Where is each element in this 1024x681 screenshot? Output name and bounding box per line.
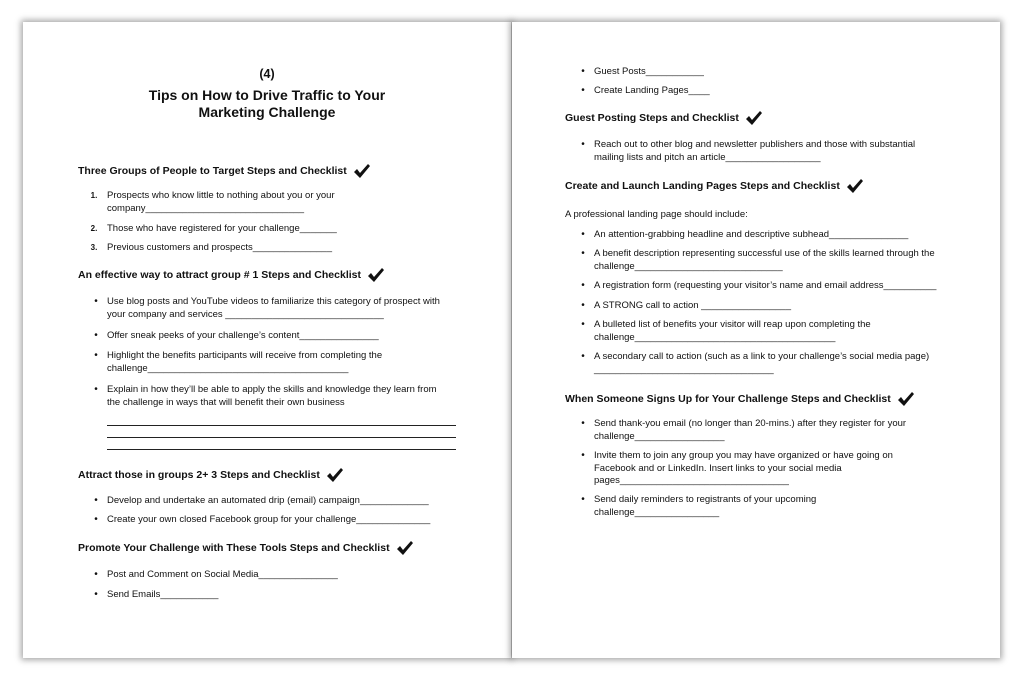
section-heading-text: Three Groups of People to Target Steps and Checklist xyxy=(78,165,347,177)
item-text: Send Emails___________ xyxy=(107,589,219,600)
item-text: A registration form (requesting your visitor’s name and email address__________ xyxy=(594,280,937,291)
list-item xyxy=(107,384,487,409)
list-item xyxy=(90,242,467,255)
item-text: challenge______________________________________ xyxy=(594,331,836,343)
item-text: An attention-grabbing headline and descriptive subhead_______________ xyxy=(594,229,909,240)
list-item xyxy=(594,139,984,164)
item-text: Create your own closed Facebook group for your challenge______________ xyxy=(107,514,431,525)
document-page-right xyxy=(512,22,1000,658)
list-item xyxy=(594,418,984,443)
item-text: A bulleted list of benefits your visitor will reap upon completing the xyxy=(594,319,871,330)
item-text: Facebook and or LinkedIn. Insert links to your social media xyxy=(594,462,842,474)
item-text: Previous customers and prospects_______________ xyxy=(107,242,332,253)
item-number: 1. xyxy=(90,191,98,200)
bullet xyxy=(577,229,589,242)
item-text: Those who have registered for your challenge_______ xyxy=(107,223,337,234)
list-item xyxy=(107,569,487,582)
item-text: Create Landing Pages____ xyxy=(594,85,710,96)
item-text: A secondary call to action (such as a link to your challenge’s social media page) xyxy=(594,351,930,362)
bullet xyxy=(90,296,102,309)
list-item xyxy=(594,319,984,344)
list-item xyxy=(594,85,984,98)
check-mark-icon xyxy=(367,267,385,283)
section-heading-text: Guest Posting Steps and Checklist xyxy=(565,112,739,124)
list-item xyxy=(90,190,467,215)
list-item xyxy=(594,66,984,79)
document-page-left xyxy=(23,22,511,658)
item-text: A benefit description representing successful use of the skills learned through the xyxy=(594,248,935,259)
answer-line xyxy=(107,425,456,426)
bullet xyxy=(90,330,102,343)
section-heading-text: Create and Launch Landing Pages Steps and Checklist xyxy=(565,180,840,192)
section-heading xyxy=(565,110,763,126)
section-heading xyxy=(78,163,371,179)
item-text: Highlight the benefits participants will receive from completing the xyxy=(107,350,383,361)
check-mark-icon xyxy=(846,178,864,194)
check-mark-icon xyxy=(396,540,414,556)
bullet xyxy=(90,569,102,582)
item-text: challenge______________________________________ xyxy=(107,362,349,374)
check-mark-icon xyxy=(745,110,763,126)
list-item xyxy=(594,300,984,313)
list-item xyxy=(594,248,984,273)
item-text: mailing lists and pitch an article__________________ xyxy=(594,151,821,163)
bullet xyxy=(577,139,589,152)
item-text: A STRONG call to action _________________ xyxy=(594,300,791,311)
title-line-2: Marketing Challenge xyxy=(198,104,336,120)
list-item xyxy=(107,514,487,527)
list-item xyxy=(594,280,984,293)
bullet xyxy=(577,300,589,313)
item-text: your company and services ______________________________ xyxy=(107,308,384,320)
bullet xyxy=(577,280,589,293)
answer-line xyxy=(107,437,456,438)
bullet xyxy=(90,514,102,527)
section-heading xyxy=(565,391,915,407)
list-item xyxy=(107,495,487,508)
bullet xyxy=(577,418,589,431)
item-text: Post and Comment on Social Media_______________ xyxy=(107,569,338,580)
section-heading xyxy=(565,178,864,194)
bullet xyxy=(577,494,589,507)
bullet xyxy=(90,589,102,602)
document-title xyxy=(23,67,511,121)
item-text: Explain in how they’ll be able to apply the skills and knowledge they learn from xyxy=(107,384,437,395)
list-item xyxy=(594,229,984,242)
section-heading-text: An effective way to attract group # 1 Steps and Checklist xyxy=(78,269,361,281)
bullet xyxy=(90,495,102,508)
item-text: Use blog posts and YouTube videos to familiarize this category of prospect with xyxy=(107,296,440,307)
list-item xyxy=(107,589,487,602)
item-text: pages________________________________ xyxy=(594,475,789,486)
answer-line xyxy=(107,449,456,450)
list-item xyxy=(107,330,487,343)
item-text: the challenge in ways that will benefit their own business xyxy=(107,396,345,408)
list-item xyxy=(594,351,984,376)
item-text: Develop and undertake an automated drip (email) campaign_____________ xyxy=(107,495,429,506)
section-heading-text: Promote Your Challenge with These Tools Steps and Checklist xyxy=(78,542,390,554)
title-line-1: Tips on How to Drive Traffic to Your xyxy=(148,87,386,103)
check-mark-icon xyxy=(326,467,344,483)
bullet xyxy=(90,350,102,363)
check-mark-icon xyxy=(897,391,915,407)
item-text: Send thank-you email (no longer than 20-mins.) after they register for your xyxy=(594,418,907,429)
item-text: Guest Posts___________ xyxy=(594,66,704,77)
section-heading xyxy=(78,267,385,283)
item-text: company______________________________ xyxy=(107,202,305,214)
bullet xyxy=(90,384,102,397)
bullet xyxy=(577,319,589,332)
section-heading-text: When Someone Signs Up for Your Challenge Steps and Checklist xyxy=(565,393,891,405)
section-heading xyxy=(78,467,344,483)
item-text: Offer sneak peeks of your challenge’s content_______________ xyxy=(107,330,379,341)
item-text: Invite them to join any group you may have organized or have going on xyxy=(594,450,893,461)
item-text: challenge________________ xyxy=(594,506,720,518)
item-text: Send daily reminders to registrants of your upcoming xyxy=(594,494,817,505)
bullet xyxy=(577,85,589,98)
bullet xyxy=(577,450,589,463)
item-number: 3. xyxy=(90,243,98,252)
check-mark-icon xyxy=(353,163,371,179)
item-text: __________________________________ xyxy=(594,363,774,375)
section-heading-text: Attract those in groups 2+ 3 Steps and Checklist xyxy=(78,469,320,481)
section-intro: A professional landing page should include: xyxy=(565,209,748,220)
list-item xyxy=(90,223,467,236)
item-text: Prospects who know little to nothing about you or your xyxy=(107,190,335,201)
item-text: Reach out to other blog and newsletter publishers and those with substantial xyxy=(594,139,916,150)
section-heading xyxy=(78,540,414,556)
title-number: (4) xyxy=(259,67,275,81)
list-item xyxy=(594,450,984,488)
bullet xyxy=(577,66,589,79)
bullet xyxy=(577,248,589,261)
item-text: challenge_________________ xyxy=(594,430,725,442)
list-item xyxy=(107,350,487,375)
list-item xyxy=(107,296,487,321)
list-item xyxy=(594,494,984,519)
item-text: challenge____________________________ xyxy=(594,260,783,272)
item-number: 2. xyxy=(90,224,98,233)
bullet xyxy=(577,351,589,364)
